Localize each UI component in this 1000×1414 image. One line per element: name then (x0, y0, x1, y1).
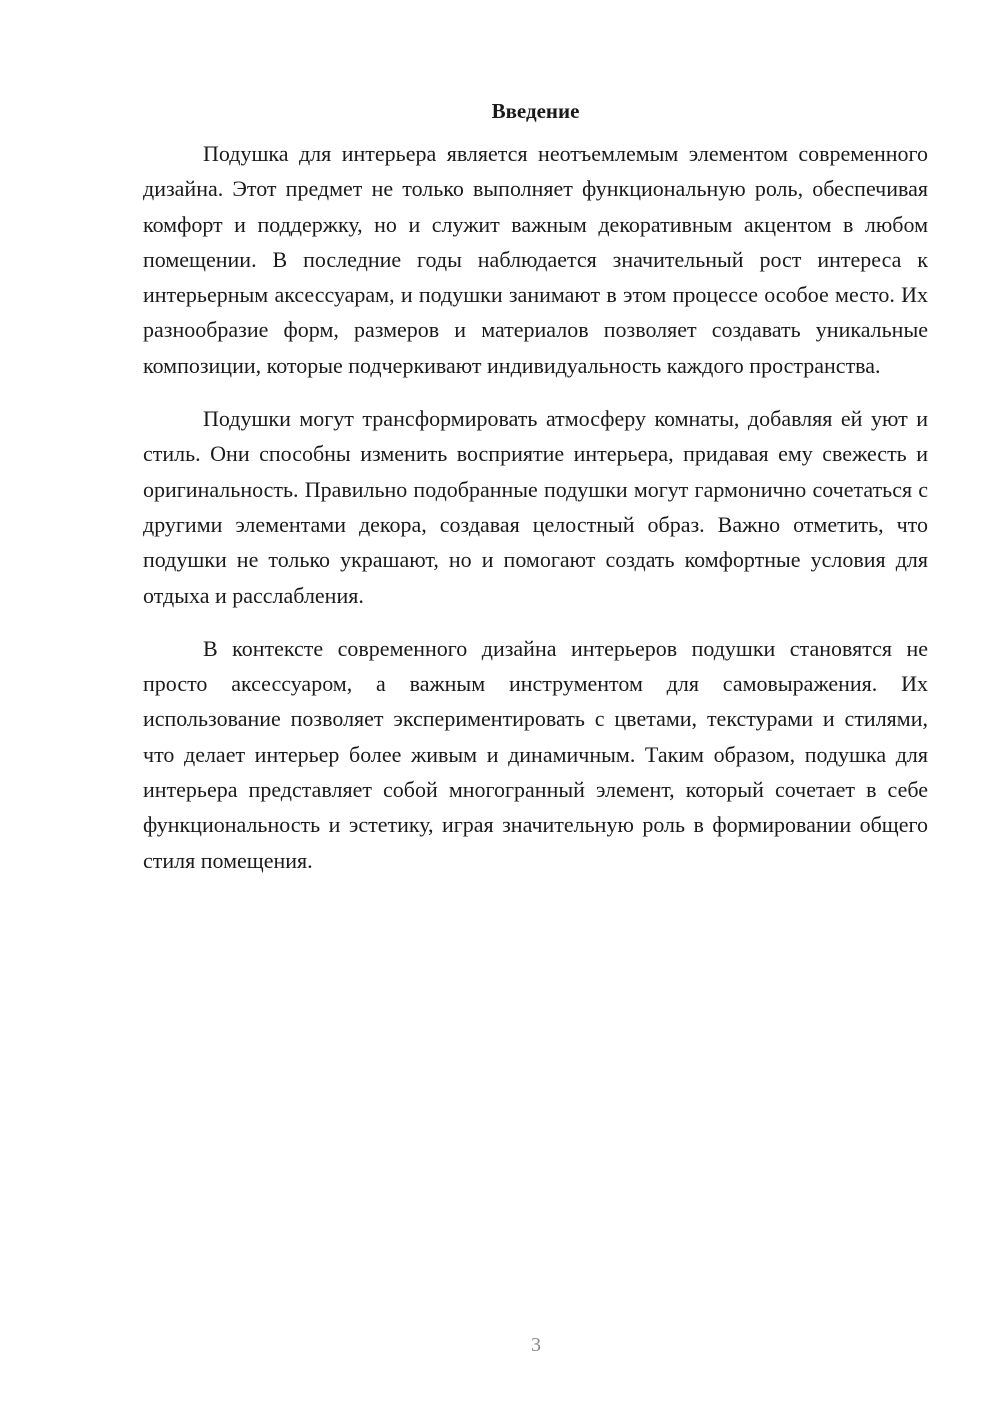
section-heading: Введение (491, 99, 580, 123)
paragraph-3: В контексте современного дизайна интерьеров подушки становятся не просто аксессуаром, а важным инструментом для самовыражения. Их использование позволяет экспериментировать с цветами, текстурами и стилями, что делает интерьер более живым и динамичным. Таким образом, подушка для интерьера представляет собой многогранный элемент, который сочетает в себе функциональность и эстетику, играя значительную роль в формировании общего стиля помещения. (143, 635, 928, 873)
paragraph-2: Подушки могут трансформировать атмосферу комнаты, добавляя ей уют и стиль. Они способны изменить восприятие интерьера, придавая ему свежесть и оригинальность. Правильно подобранные подушки могут гармонично сочетаться с другими элементами декора, создавая целостный образ. Важно отметить, что подушки не только украшают, но и помогают создать комфортные условия для отдыха и расслабления. (143, 406, 928, 608)
page-number: 3 (531, 1334, 541, 1356)
paragraph-1: Подушка для интерьера является неотъемлемым элементом современного дизайна. Этот предмет не только выполняет функциональную роль, обеспечивая комфорт и поддержку, но и служит важным декоративным акцентом в любом помещении. В последние годы наблюдается значительный рост интереса к интерьерным аксессуарам, и подушки занимают в этом процессе особое место. Их разнообразие форм, размеров и материалов позволяет создавать уникальные композиции, которые подчеркивают индивидуальность каждого пространства. (143, 141, 928, 378)
document-page (143, 96, 928, 896)
